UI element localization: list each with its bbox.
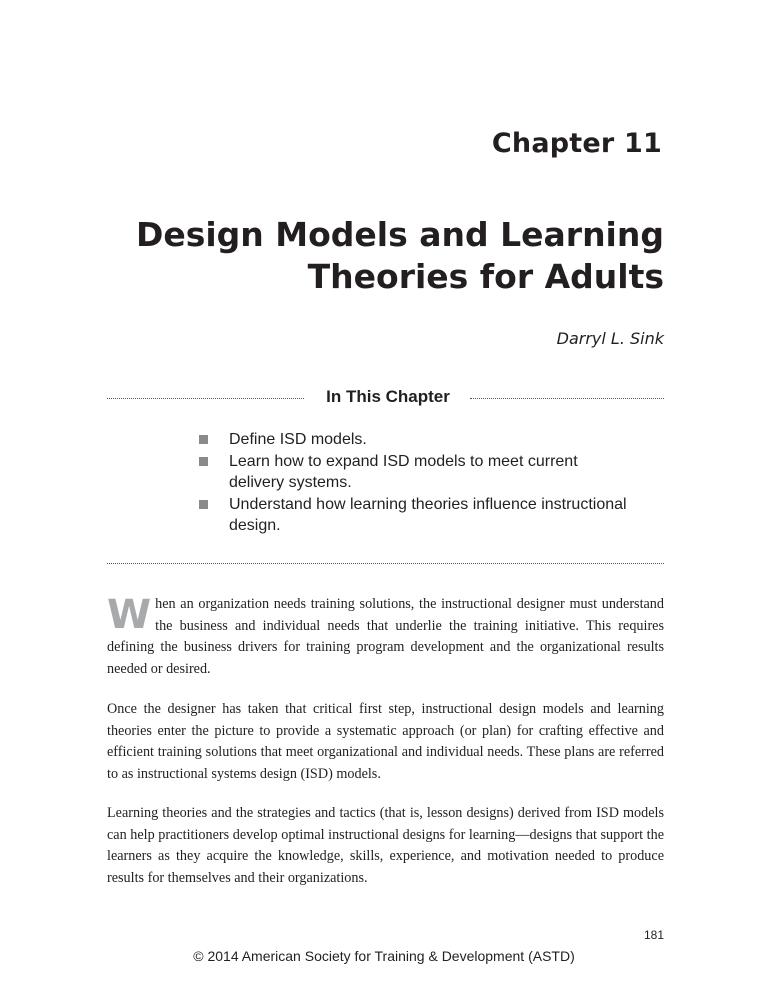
body-paragraph-1 — [107, 594, 664, 680]
dotted-rule-bottom — [107, 563, 664, 564]
author-name: Darryl L. Sink — [556, 329, 664, 348]
drop-cap: W — [107, 592, 152, 638]
paragraph-text: hen an organization needs training solutions, the instructional designer must understand the business and individual needs that underlie the training initiative. This requires defining the business drivers for training program development and the organizational results needed or desired. — [107, 596, 664, 677]
square-bullet-icon — [199, 435, 208, 444]
chapter-title-line-1: Design Models and Learning — [135, 215, 664, 254]
chapter-title-line-2: Theories for Adults — [307, 257, 664, 296]
dotted-rule-right — [470, 398, 664, 399]
objective-text: Learn how to expand ISD models to meet current delivery systems. — [229, 453, 578, 491]
in-this-chapter-header — [107, 387, 664, 411]
in-this-chapter-heading: In This Chapter — [326, 387, 450, 406]
list-item — [197, 451, 627, 493]
list-item — [197, 429, 627, 450]
square-bullet-icon — [199, 500, 208, 509]
body-paragraph-2: Once the designer has taken that critical first step, instructional design models and learning theories enter the picture to provide a systematic approach (or plan) for crafting effective and efficient training solutions that meet organizational and individual needs. These plans are referred to as instructional systems design (ISD) models. — [107, 701, 664, 782]
objective-text: Understand how learning theories influence instructional design. — [229, 496, 627, 534]
page-number: 181 — [643, 928, 664, 942]
body-paragraph-3: Learning theories and the strategies and tactics (that is, lesson designs) derived from ISD models can help practitioners develop optimal instructional designs for learning—designs that support the learners as they acquire the knowledge, skills, experience, and motivation needed to produce results for themselves and their organizations. — [107, 805, 664, 886]
copyright-notice: © 2014 American Society for Training & Development (ASTD) — [193, 948, 575, 964]
chapter-number: Chapter 11 — [491, 128, 662, 159]
chapter-title — [64, 214, 664, 298]
square-bullet-icon — [199, 457, 208, 466]
objective-text: Define ISD models. — [229, 431, 367, 448]
list-item — [197, 494, 627, 536]
dotted-rule-left — [107, 398, 304, 399]
chapter-objectives-list — [197, 429, 627, 537]
